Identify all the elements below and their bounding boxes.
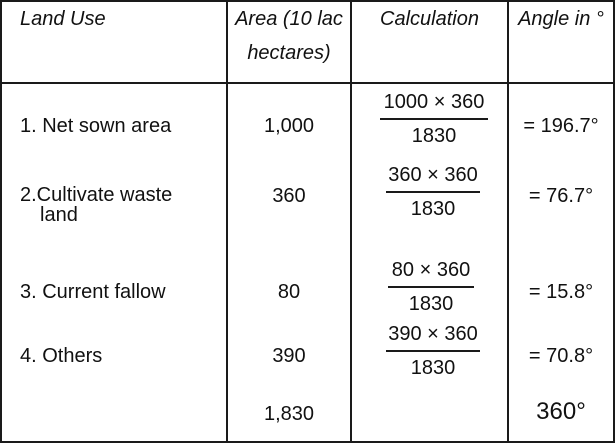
row-4-land-use: 4. Others — [20, 345, 103, 367]
column-divider-3 — [507, 0, 509, 443]
row-2-numerator: 360 × 360 — [388, 164, 478, 186]
header-land-use: Land Use — [20, 8, 106, 30]
row-1-angle: = 196.7° — [523, 115, 599, 137]
row-4-area: 390 — [272, 345, 306, 367]
header-divider — [0, 82, 615, 84]
row-1-land-use: 1. Net sown area — [20, 115, 172, 137]
row-2-area: 360 — [272, 185, 306, 207]
row-2-angle: = 76.7° — [528, 185, 594, 207]
row-1-denominator: 1830 — [411, 125, 457, 147]
row-3-denominator: 1830 — [408, 293, 454, 315]
table-border-left — [0, 0, 2, 443]
row-2-denominator: 1830 — [410, 198, 456, 220]
row-2-land-use-line1: 2.Cultivate waste — [20, 184, 173, 206]
row-4-calculation — [383, 322, 483, 380]
row-4-numerator: 390 × 360 — [388, 323, 478, 345]
row-2-calculation — [383, 163, 483, 221]
row-2-land-use-line2: land — [40, 204, 78, 226]
header-area-line2: hectares) — [247, 42, 331, 64]
row-4-angle: = 70.8° — [528, 345, 594, 367]
row-3-area: 80 — [277, 281, 301, 303]
header-angle: Angle in ° — [518, 8, 604, 30]
header-calculation: Calculation — [380, 8, 479, 30]
row-1-numerator: 1000 × 360 — [383, 91, 485, 113]
total-area: 1,830 — [263, 403, 315, 425]
row-1-area: 1,000 — [263, 115, 315, 137]
row-1-calculation — [378, 90, 490, 148]
row-4-denominator: 1830 — [410, 357, 456, 379]
row-3-calculation — [387, 258, 475, 316]
column-divider-2 — [350, 0, 352, 443]
row-3-angle: = 15.8° — [528, 281, 594, 303]
row-3-numerator: 80 × 360 — [391, 259, 471, 281]
total-angle: 360° — [536, 398, 586, 425]
header-area-line1: Area (10 lac — [235, 8, 343, 30]
row-3-land-use: 3. Current fallow — [20, 281, 166, 303]
